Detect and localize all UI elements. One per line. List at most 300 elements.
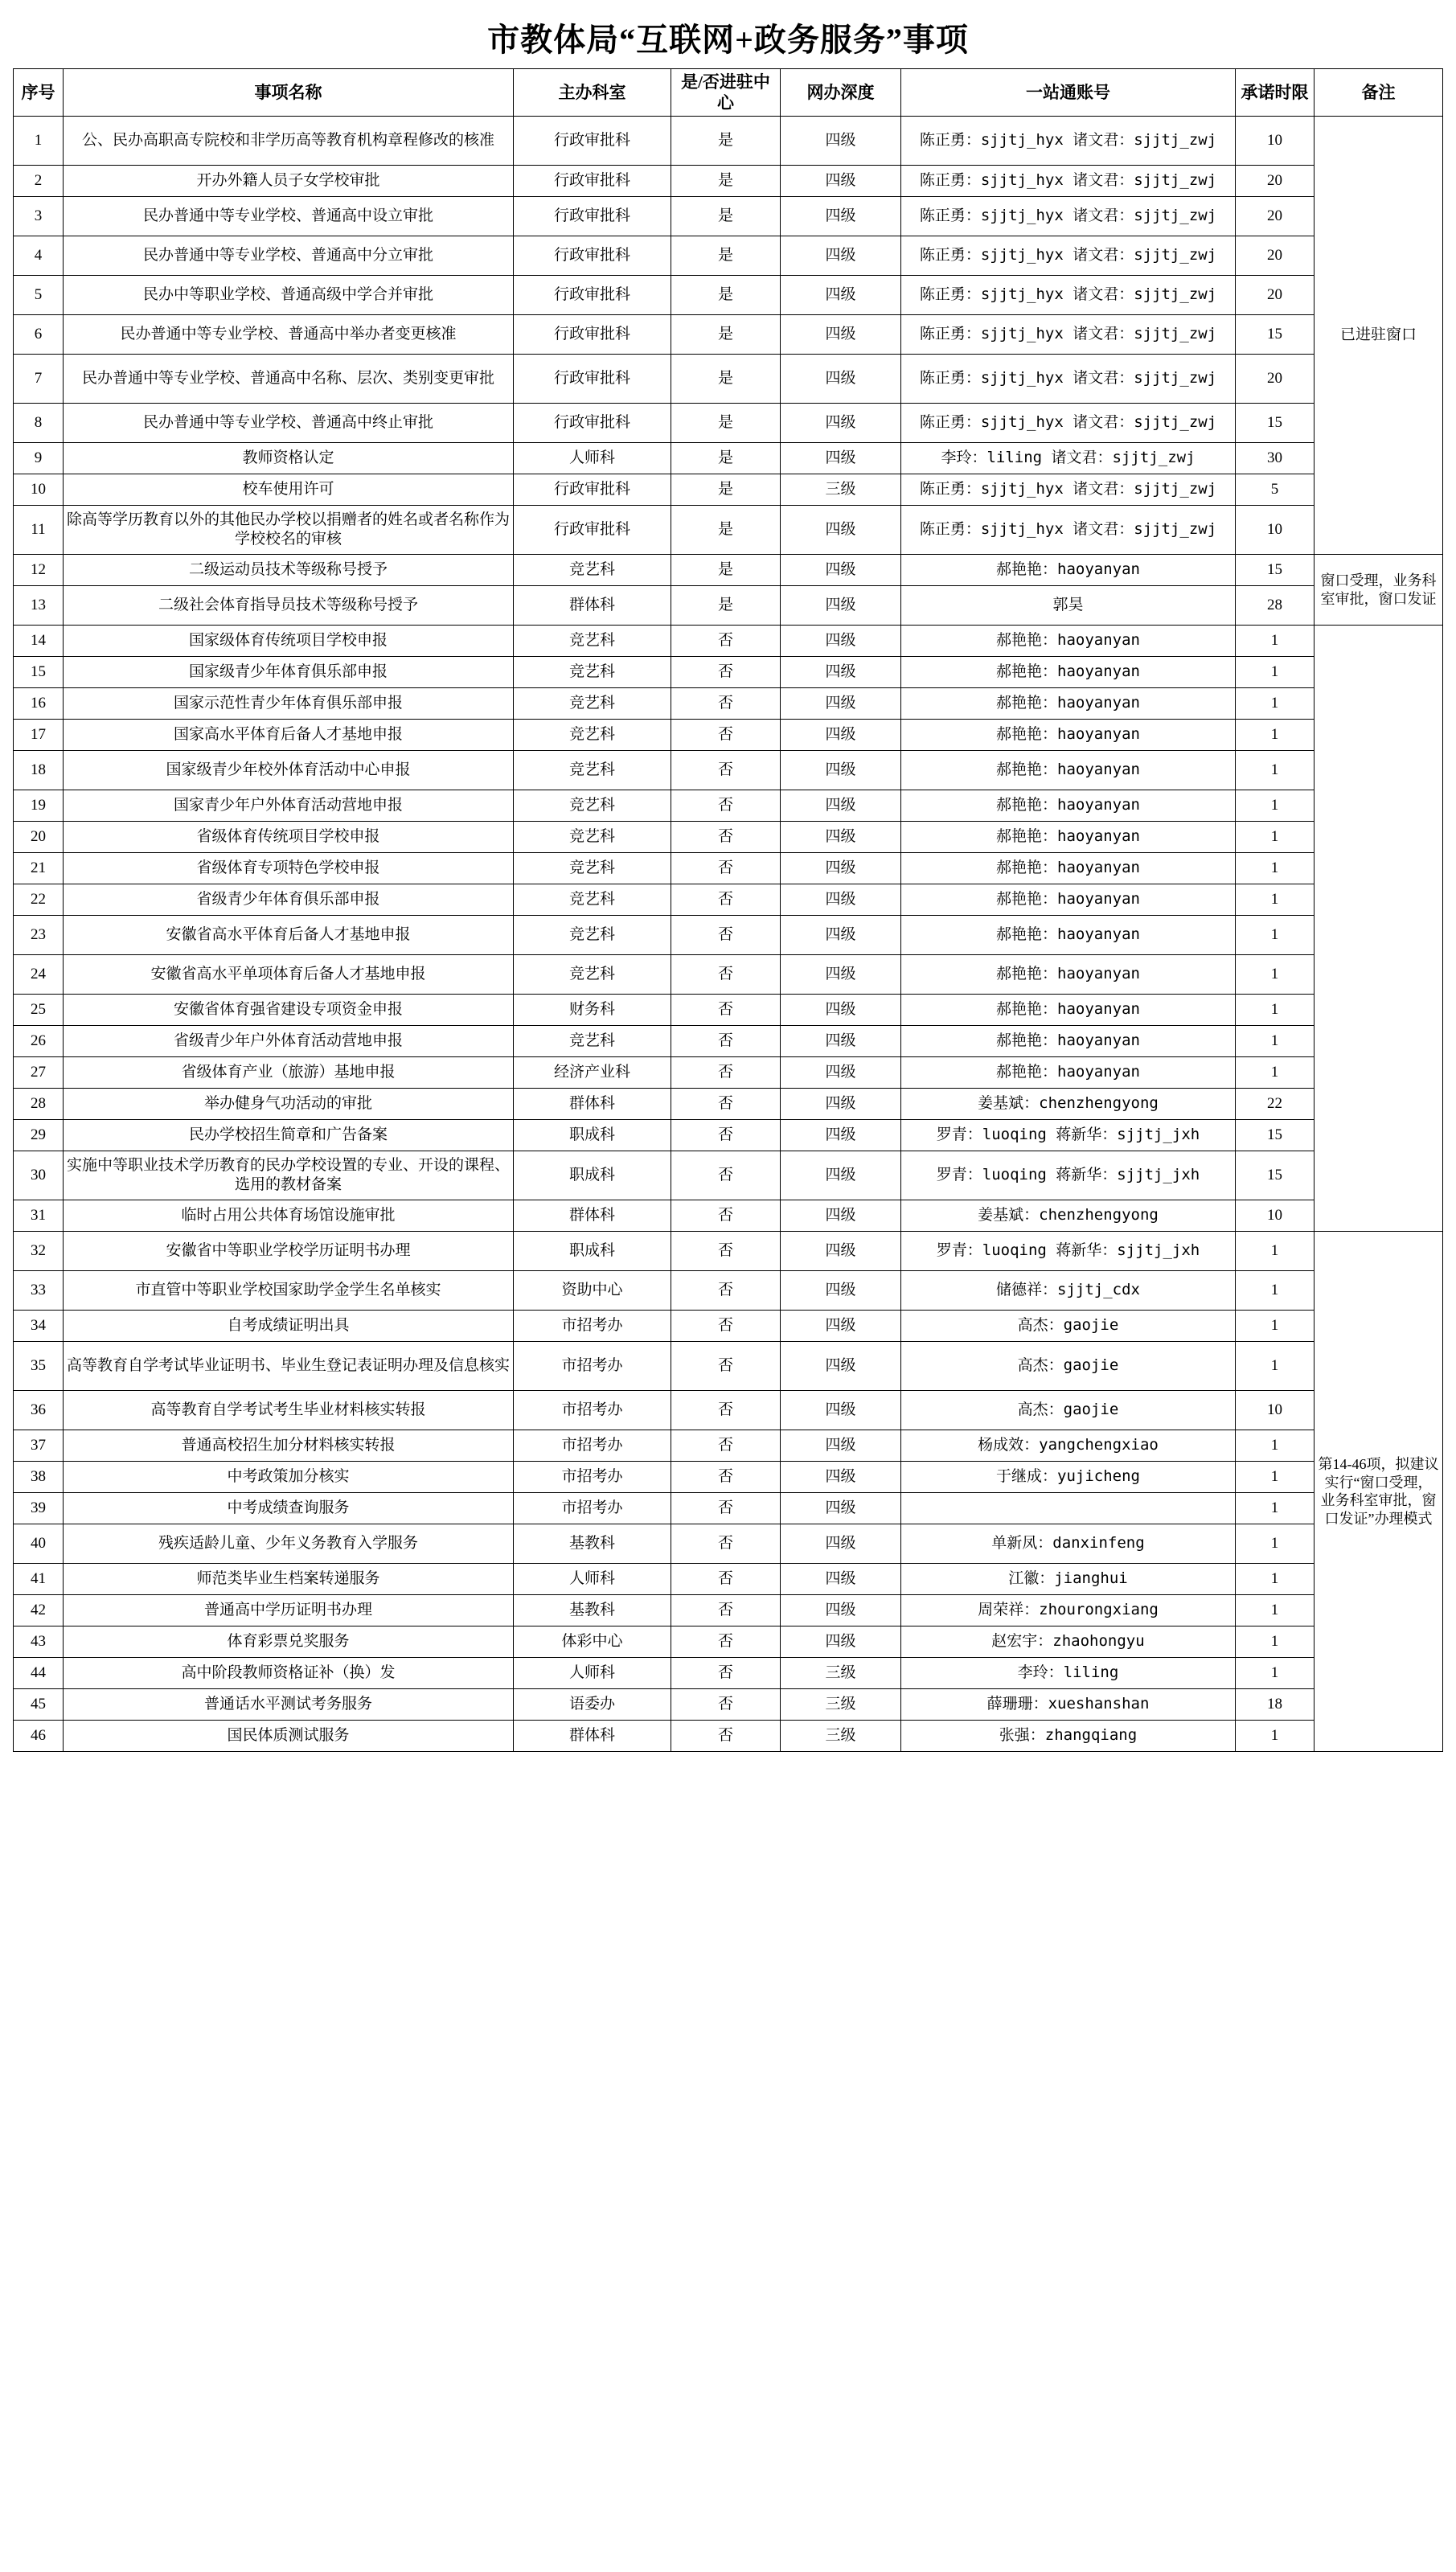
cell-depth: 四级 <box>781 1151 901 1200</box>
cell-limit: 1 <box>1236 1564 1315 1595</box>
cell-seq: 5 <box>14 276 64 315</box>
cell-name: 国家高水平体育后备人才基地申报 <box>64 720 514 751</box>
cell-dept: 体彩中心 <box>514 1626 671 1658</box>
cell-limit: 1 <box>1236 1493 1315 1524</box>
cell-account: 郝艳艳：haoyanyan <box>901 688 1236 720</box>
cell-account: 郝艳艳：haoyanyan <box>901 657 1236 688</box>
table-row <box>14 315 1443 355</box>
cell-depth: 四级 <box>781 355 901 404</box>
cell-seq: 3 <box>14 197 64 236</box>
cell-account: 郝艳艳：haoyanyan <box>901 995 1236 1026</box>
cell-dept: 财务科 <box>514 995 671 1026</box>
cell-account: 陈正勇：sjjtj_hyx 诸文君：sjjtj_zwj <box>901 506 1236 555</box>
cell-dept: 人师科 <box>514 443 671 474</box>
cell-seq: 7 <box>14 355 64 404</box>
table-row <box>14 1089 1443 1120</box>
table-row <box>14 1200 1443 1232</box>
cell-account: 张强：zhangqiang <box>901 1721 1236 1752</box>
cell-enter: 否 <box>671 1595 781 1626</box>
cell-dept: 群体科 <box>514 1200 671 1232</box>
cell-limit: 1 <box>1236 1626 1315 1658</box>
cell-depth: 四级 <box>781 236 901 276</box>
cell-enter: 否 <box>671 995 781 1026</box>
table-row <box>14 657 1443 688</box>
cell-name: 民办普通中等专业学校、普通高中分立审批 <box>64 236 514 276</box>
cell-enter: 否 <box>671 1462 781 1493</box>
cell-seq: 12 <box>14 555 64 586</box>
column-header-note: 备注 <box>1315 69 1443 117</box>
cell-account: 姜基斌：chenzhengyong <box>901 1200 1236 1232</box>
table-row <box>14 506 1443 555</box>
table-row <box>14 1626 1443 1658</box>
cell-account: 姜基斌：chenzhengyong <box>901 1089 1236 1120</box>
cell-depth: 四级 <box>781 955 901 995</box>
cell-account: 罗青：luoqing 蒋新华：sjjtj_jxh <box>901 1120 1236 1151</box>
cell-limit: 22 <box>1236 1089 1315 1120</box>
cell-depth: 四级 <box>781 657 901 688</box>
cell-enter: 否 <box>671 853 781 884</box>
cell-depth: 四级 <box>781 1391 901 1430</box>
cell-name: 教师资格认定 <box>64 443 514 474</box>
cell-seq: 8 <box>14 404 64 443</box>
cell-name: 民办普通中等专业学校、普通高中名称、层次、类别变更审批 <box>64 355 514 404</box>
cell-limit: 10 <box>1236 506 1315 555</box>
cell-name: 安徽省高水平体育后备人才基地申报 <box>64 916 514 955</box>
cell-account: 郝艳艳：haoyanyan <box>901 1026 1236 1057</box>
cell-seq: 24 <box>14 955 64 995</box>
table-row <box>14 955 1443 995</box>
cell-depth: 四级 <box>781 1524 901 1564</box>
cell-name: 实施中等职业技术学历教育的民办学校设置的专业、开设的课程、选用的教材备案 <box>64 1151 514 1200</box>
cell-dept: 竞艺科 <box>514 790 671 822</box>
cell-depth: 四级 <box>781 1626 901 1658</box>
cell-name: 国家青少年户外体育活动营地申报 <box>64 790 514 822</box>
cell-seq: 38 <box>14 1462 64 1493</box>
table-row <box>14 626 1443 657</box>
table-row <box>14 884 1443 916</box>
cell-enter: 否 <box>671 657 781 688</box>
cell-seq: 4 <box>14 236 64 276</box>
cell-seq: 2 <box>14 166 64 197</box>
table-row <box>14 1057 1443 1089</box>
cell-name: 临时占用公共体育场馆设施审批 <box>64 1200 514 1232</box>
cell-enter: 是 <box>671 355 781 404</box>
table-row <box>14 790 1443 822</box>
cell-dept: 群体科 <box>514 1721 671 1752</box>
table-row <box>14 1151 1443 1200</box>
cell-dept: 竞艺科 <box>514 720 671 751</box>
cell-enter: 否 <box>671 822 781 853</box>
cell-limit: 15 <box>1236 1151 1315 1200</box>
cell-depth: 四级 <box>781 1564 901 1595</box>
cell-account: 郝艳艳：haoyanyan <box>901 955 1236 995</box>
cell-enter: 否 <box>671 626 781 657</box>
cell-seq: 23 <box>14 916 64 955</box>
cell-name: 二级运动员技术等级称号授予 <box>64 555 514 586</box>
cell-limit: 20 <box>1236 355 1315 404</box>
cell-dept: 行政审批科 <box>514 474 671 506</box>
cell-dept: 竞艺科 <box>514 657 671 688</box>
cell-seq: 1 <box>14 117 64 166</box>
cell-dept: 市招考办 <box>514 1311 671 1342</box>
table-row <box>14 853 1443 884</box>
table-row <box>14 555 1443 586</box>
table-row <box>14 474 1443 506</box>
cell-account: 高杰：gaojie <box>901 1311 1236 1342</box>
cell-account: 罗青：luoqing 蒋新华：sjjtj_jxh <box>901 1151 1236 1200</box>
cell-depth: 四级 <box>781 506 901 555</box>
cell-depth: 四级 <box>781 555 901 586</box>
cell-seq: 34 <box>14 1311 64 1342</box>
cell-account: 郝艳艳：haoyanyan <box>901 790 1236 822</box>
cell-name: 高等教育自学考试毕业证明书、毕业生登记表证明办理及信息核实 <box>64 1342 514 1391</box>
cell-dept: 竞艺科 <box>514 1026 671 1057</box>
cell-seq: 31 <box>14 1200 64 1232</box>
cell-limit: 15 <box>1236 315 1315 355</box>
cell-enter: 否 <box>671 720 781 751</box>
cell-name: 省级体育专项特色学校申报 <box>64 853 514 884</box>
table-row <box>14 1271 1443 1311</box>
cell-enter: 否 <box>671 1689 781 1721</box>
cell-name: 国家级青少年校外体育活动中心申报 <box>64 751 514 790</box>
cell-name: 省级体育产业（旅游）基地申报 <box>64 1057 514 1089</box>
cell-depth: 四级 <box>781 1430 901 1462</box>
cell-limit: 15 <box>1236 555 1315 586</box>
cell-limit: 18 <box>1236 1689 1315 1721</box>
cell-limit: 1 <box>1236 1342 1315 1391</box>
cell-account: 陈正勇：sjjtj_hyx 诸文君：sjjtj_zwj <box>901 276 1236 315</box>
cell-enter: 是 <box>671 276 781 315</box>
cell-seq: 22 <box>14 884 64 916</box>
cell-seq: 13 <box>14 586 64 626</box>
cell-account: 单新凤：danxinfeng <box>901 1524 1236 1564</box>
cell-dept: 市招考办 <box>514 1391 671 1430</box>
cell-limit: 1 <box>1236 822 1315 853</box>
cell-depth: 四级 <box>781 790 901 822</box>
cell-dept: 竞艺科 <box>514 626 671 657</box>
cell-name: 民办学校招生简章和广告备案 <box>64 1120 514 1151</box>
table-row <box>14 1564 1443 1595</box>
cell-limit: 1 <box>1236 1462 1315 1493</box>
cell-seq: 33 <box>14 1271 64 1311</box>
cell-depth: 四级 <box>781 443 901 474</box>
cell-enter: 是 <box>671 236 781 276</box>
cell-seq: 14 <box>14 626 64 657</box>
cell-account: 储德祥：sjjtj_cdx <box>901 1271 1236 1311</box>
cell-seq: 30 <box>14 1151 64 1200</box>
page-title: 市教体局“互联网+政务服务”事项 <box>487 22 969 58</box>
cell-limit: 1 <box>1236 995 1315 1026</box>
cell-depth: 四级 <box>781 688 901 720</box>
cell-account: 郝艳艳：haoyanyan <box>901 720 1236 751</box>
cell-name: 中考成绩查询服务 <box>64 1493 514 1524</box>
cell-seq: 16 <box>14 688 64 720</box>
cell-enter: 否 <box>671 1026 781 1057</box>
cell-limit: 1 <box>1236 916 1315 955</box>
cell-dept: 基教科 <box>514 1595 671 1626</box>
cell-seq: 45 <box>14 1689 64 1721</box>
cell-limit: 20 <box>1236 276 1315 315</box>
cell-name: 省级青少年体育俱乐部申报 <box>64 884 514 916</box>
cell-dept: 市招考办 <box>514 1462 671 1493</box>
cell-dept: 行政审批科 <box>514 315 671 355</box>
cell-name: 除高等学历教育以外的其他民办学校以捐赠者的姓名或者名称作为学校校名的审核 <box>64 506 514 555</box>
cell-dept: 行政审批科 <box>514 506 671 555</box>
cell-depth: 四级 <box>781 197 901 236</box>
table-row <box>14 751 1443 790</box>
cell-account: 郝艳艳：haoyanyan <box>901 822 1236 853</box>
cell-seq: 44 <box>14 1658 64 1689</box>
cell-name: 高中阶段教师资格证补（换）发 <box>64 1658 514 1689</box>
cell-seq: 35 <box>14 1342 64 1391</box>
cell-name: 民办普通中等专业学校、普通高中终止审批 <box>64 404 514 443</box>
cell-seq: 20 <box>14 822 64 853</box>
column-header-account: 一站通账号 <box>901 69 1236 117</box>
table-row <box>14 1658 1443 1689</box>
cell-name: 省级青少年户外体育活动营地申报 <box>64 1026 514 1057</box>
table-row <box>14 1120 1443 1151</box>
cell-depth: 四级 <box>781 1311 901 1342</box>
cell-dept: 行政审批科 <box>514 236 671 276</box>
table-row <box>14 166 1443 197</box>
cell-seq: 11 <box>14 506 64 555</box>
cell-enter: 否 <box>671 1120 781 1151</box>
cell-seq: 25 <box>14 995 64 1026</box>
cell-depth: 四级 <box>781 853 901 884</box>
table-row <box>14 443 1443 474</box>
table-row <box>14 1311 1443 1342</box>
cell-seq: 39 <box>14 1493 64 1524</box>
table-row <box>14 276 1443 315</box>
table-row <box>14 197 1443 236</box>
table-header-row <box>14 69 1443 117</box>
cell-enter: 是 <box>671 443 781 474</box>
cell-account: 罗青：luoqing 蒋新华：sjjtj_jxh <box>901 1232 1236 1271</box>
cell-dept: 竞艺科 <box>514 884 671 916</box>
cell-limit: 1 <box>1236 751 1315 790</box>
cell-name: 二级社会体育指导员技术等级称号授予 <box>64 586 514 626</box>
cell-name: 举办健身气功活动的审批 <box>64 1089 514 1120</box>
cell-depth: 四级 <box>781 1462 901 1493</box>
cell-account: 陈正勇：sjjtj_hyx 诸文君：sjjtj_zwj <box>901 197 1236 236</box>
cell-enter: 是 <box>671 117 781 166</box>
cell-depth: 四级 <box>781 586 901 626</box>
cell-name: 民办普通中等专业学校、普通高中设立审批 <box>64 197 514 236</box>
cell-enter: 否 <box>671 1089 781 1120</box>
cell-account: 薛珊珊：xueshanshan <box>901 1689 1236 1721</box>
cell-depth: 四级 <box>781 626 901 657</box>
cell-depth: 四级 <box>781 1026 901 1057</box>
cell-limit: 1 <box>1236 1721 1315 1752</box>
cell-limit: 20 <box>1236 236 1315 276</box>
table-row <box>14 1026 1443 1057</box>
cell-name: 国家示范性青少年体育俱乐部申报 <box>64 688 514 720</box>
cell-dept: 竞艺科 <box>514 688 671 720</box>
cell-enter: 是 <box>671 197 781 236</box>
cell-account: 郝艳艳：haoyanyan <box>901 751 1236 790</box>
cell-limit: 1 <box>1236 1658 1315 1689</box>
cell-dept: 群体科 <box>514 586 671 626</box>
cell-limit: 1 <box>1236 1271 1315 1311</box>
cell-depth: 四级 <box>781 995 901 1026</box>
cell-account: 郝艳艳：haoyanyan <box>901 626 1236 657</box>
table-row <box>14 720 1443 751</box>
cell-account: 周荣祥：zhourongxiang <box>901 1595 1236 1626</box>
table-row <box>14 1493 1443 1524</box>
cell-dept: 竞艺科 <box>514 751 671 790</box>
cell-enter: 否 <box>671 1057 781 1089</box>
cell-enter: 否 <box>671 884 781 916</box>
cell-enter: 否 <box>671 1151 781 1200</box>
cell-depth: 四级 <box>781 751 901 790</box>
cell-enter: 否 <box>671 1564 781 1595</box>
cell-enter: 否 <box>671 1430 781 1462</box>
cell-account: 陈正勇：sjjtj_hyx 诸文君：sjjtj_zwj <box>901 355 1236 404</box>
cell-depth: 四级 <box>781 276 901 315</box>
cell-enter: 否 <box>671 955 781 995</box>
cell-seq: 19 <box>14 790 64 822</box>
table-row <box>14 1689 1443 1721</box>
cell-dept: 行政审批科 <box>514 166 671 197</box>
cell-account: 郝艳艳：haoyanyan <box>901 1057 1236 1089</box>
cell-name: 市直管中等职业学校国家助学金学生名单核实 <box>64 1271 514 1311</box>
table-row <box>14 1232 1443 1271</box>
cell-note: 已进驻窗口 <box>1315 117 1443 555</box>
cell-enter: 否 <box>671 1493 781 1524</box>
cell-name: 省级体育传统项目学校申报 <box>64 822 514 853</box>
cell-depth: 四级 <box>781 117 901 166</box>
cell-limit: 1 <box>1236 1057 1315 1089</box>
table-row <box>14 1721 1443 1752</box>
cell-name: 公、民办高职高专院校和非学历高等教育机构章程修改的核准 <box>64 117 514 166</box>
cell-dept: 行政审批科 <box>514 355 671 404</box>
table-row <box>14 586 1443 626</box>
cell-name: 自考成绩证明出具 <box>64 1311 514 1342</box>
cell-limit: 1 <box>1236 688 1315 720</box>
cell-dept: 竞艺科 <box>514 822 671 853</box>
cell-seq: 32 <box>14 1232 64 1271</box>
cell-depth: 四级 <box>781 1493 901 1524</box>
cell-account: 陈正勇：sjjtj_hyx 诸文君：sjjtj_zwj <box>901 236 1236 276</box>
cell-dept: 市招考办 <box>514 1493 671 1524</box>
cell-limit: 30 <box>1236 443 1315 474</box>
cell-account: 郝艳艳：haoyanyan <box>901 853 1236 884</box>
cell-seq: 37 <box>14 1430 64 1462</box>
cell-limit: 10 <box>1236 1200 1315 1232</box>
cell-depth: 四级 <box>781 1342 901 1391</box>
column-header-seq: 序号 <box>14 69 64 117</box>
cell-seq: 10 <box>14 474 64 506</box>
table-row <box>14 1462 1443 1493</box>
cell-name: 民办中等职业学校、普通高级中学合并审批 <box>64 276 514 315</box>
table-row <box>14 1391 1443 1430</box>
cell-seq: 28 <box>14 1089 64 1120</box>
cell-name: 国家级青少年体育俱乐部申报 <box>64 657 514 688</box>
cell-depth: 四级 <box>781 884 901 916</box>
cell-account: 陈正勇：sjjtj_hyx 诸文君：sjjtj_zwj <box>901 474 1236 506</box>
cell-seq: 9 <box>14 443 64 474</box>
cell-seq: 17 <box>14 720 64 751</box>
cell-enter: 否 <box>671 1524 781 1564</box>
cell-note: 第14-46项，拟建议实行“窗口受理，业务科室审批，窗口发证”办理模式 <box>1315 1232 1443 1752</box>
cell-limit: 5 <box>1236 474 1315 506</box>
cell-dept: 行政审批科 <box>514 276 671 315</box>
table-row <box>14 1595 1443 1626</box>
cell-enter: 否 <box>671 688 781 720</box>
column-header-enter: 是/否进驻中心 <box>671 69 781 117</box>
cell-dept: 基教科 <box>514 1524 671 1564</box>
cell-limit: 1 <box>1236 1595 1315 1626</box>
cell-limit: 20 <box>1236 166 1315 197</box>
table-row <box>14 117 1443 166</box>
cell-depth: 三级 <box>781 1689 901 1721</box>
cell-depth: 四级 <box>781 822 901 853</box>
table-body <box>14 117 1443 1752</box>
table-row <box>14 1342 1443 1391</box>
cell-name: 师范类毕业生档案转递服务 <box>64 1564 514 1595</box>
cell-account: 郭昊 <box>901 586 1236 626</box>
cell-depth: 四级 <box>781 1200 901 1232</box>
cell-name: 国家级体育传统项目学校申报 <box>64 626 514 657</box>
cell-account: 高杰：gaojie <box>901 1342 1236 1391</box>
cell-dept: 竞艺科 <box>514 555 671 586</box>
cell-account <box>901 1493 1236 1524</box>
cell-enter: 是 <box>671 166 781 197</box>
cell-name: 残疾适龄儿童、少年义务教育入学服务 <box>64 1524 514 1564</box>
column-header-limit: 承诺时限 <box>1236 69 1315 117</box>
cell-dept: 人师科 <box>514 1564 671 1595</box>
cell-depth: 四级 <box>781 1595 901 1626</box>
cell-account: 李玲：liling <box>901 1658 1236 1689</box>
cell-limit: 1 <box>1236 790 1315 822</box>
cell-name: 开办外籍人员子女学校审批 <box>64 166 514 197</box>
cell-seq: 26 <box>14 1026 64 1057</box>
cell-account: 郝艳艳：haoyanyan <box>901 884 1236 916</box>
cell-seq: 27 <box>14 1057 64 1089</box>
cell-dept: 市招考办 <box>514 1342 671 1391</box>
cell-dept: 群体科 <box>514 1089 671 1120</box>
cell-depth: 四级 <box>781 720 901 751</box>
cell-note: 窗口受理，业务科室审批，窗口发证 <box>1315 555 1443 626</box>
cell-enter: 否 <box>671 916 781 955</box>
cell-name: 安徽省中等职业学校学历证明书办理 <box>64 1232 514 1271</box>
cell-limit: 1 <box>1236 720 1315 751</box>
cell-depth: 四级 <box>781 916 901 955</box>
cell-account: 高杰：gaojie <box>901 1391 1236 1430</box>
cell-limit: 10 <box>1236 117 1315 166</box>
cell-limit: 1 <box>1236 853 1315 884</box>
cell-enter: 是 <box>671 404 781 443</box>
cell-limit: 1 <box>1236 1232 1315 1271</box>
cell-enter: 否 <box>671 1232 781 1271</box>
cell-limit: 1 <box>1236 1311 1315 1342</box>
cell-enter: 否 <box>671 1200 781 1232</box>
cell-seq: 29 <box>14 1120 64 1151</box>
cell-seq: 15 <box>14 657 64 688</box>
cell-seq: 40 <box>14 1524 64 1564</box>
cell-limit: 20 <box>1236 197 1315 236</box>
cell-account: 赵宏宇：zhaohongyu <box>901 1626 1236 1658</box>
cell-depth: 四级 <box>781 1057 901 1089</box>
cell-name: 普通话水平测试考务服务 <box>64 1689 514 1721</box>
cell-enter: 是 <box>671 586 781 626</box>
cell-limit: 1 <box>1236 1026 1315 1057</box>
cell-dept: 竞艺科 <box>514 916 671 955</box>
cell-dept: 语委办 <box>514 1689 671 1721</box>
table-row <box>14 236 1443 276</box>
cell-enter: 否 <box>671 751 781 790</box>
cell-dept: 职成科 <box>514 1232 671 1271</box>
